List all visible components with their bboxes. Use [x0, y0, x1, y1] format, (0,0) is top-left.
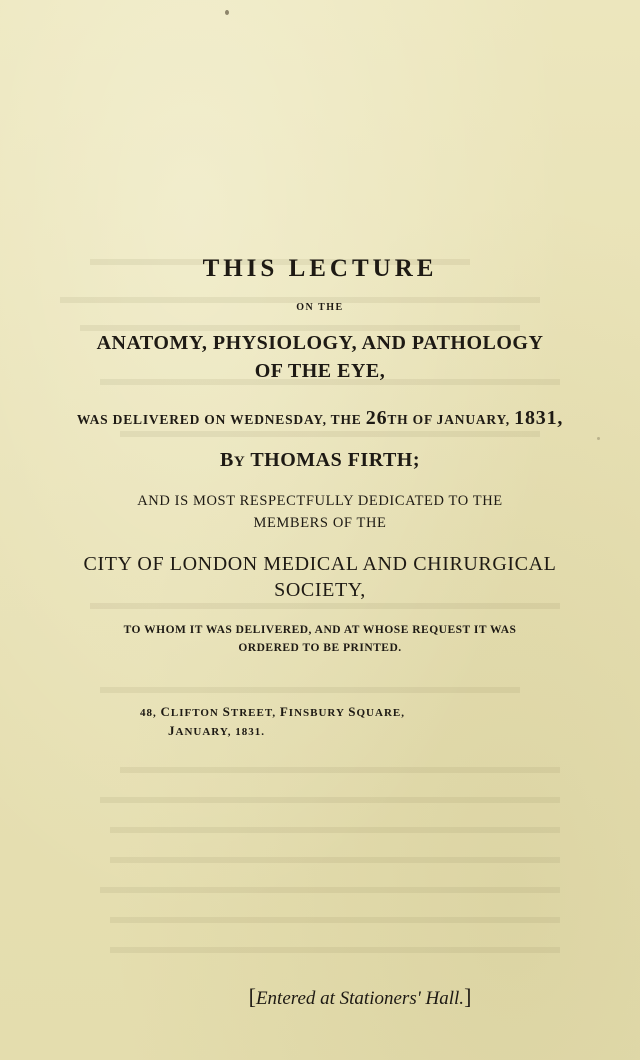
author-by-rest: Y [233, 454, 246, 470]
address-text: QUARE, [356, 707, 405, 719]
author-line [0, 449, 640, 472]
society-line-1: CITY OF LONDON MEDICAL AND CHIRURGICAL [83, 553, 557, 575]
date-line [168, 723, 265, 739]
date-text: ANUARY, 1831. [175, 726, 266, 738]
entered-note-text [249, 984, 472, 1010]
dedication-line-2: MEMBERS OF THE [253, 515, 387, 531]
delivery-day: 26 [365, 407, 388, 429]
date-cap: J [168, 723, 176, 738]
subject-line-1: ANATOMY, PHYSIOLOGY, AND PATHOLOGY [96, 332, 544, 354]
delivery-day-suffix: TH OF JANUARY, [387, 412, 515, 427]
address-cap: S [222, 704, 231, 719]
request-line-1: TO WHOM IT WAS DELIVERED, AND AT WHOSE REQUEST IT WAS [123, 624, 517, 636]
delivery-year: 1831, [514, 407, 564, 429]
address-number: 48, [140, 707, 161, 719]
author-name: THOMAS FIRTH; [250, 449, 421, 471]
ink-speck [597, 437, 600, 440]
subject-line-2: OF THE EYE, [254, 360, 386, 382]
on-the-label: ON THE [296, 302, 344, 313]
request-line-2: ORDERED TO BE PRINTED. [238, 642, 402, 654]
delivery-prefix: WAS DELIVERED ON WEDNESDAY, THE [76, 412, 366, 427]
author-by-initial: B [219, 449, 234, 471]
delivery-date-line [0, 407, 640, 430]
address-cap: C [160, 704, 171, 719]
ink-speck [225, 10, 229, 15]
dedication-line-1: AND IS MOST RESPECTFULLY DEDICATED TO THE [137, 493, 503, 509]
bracket-close: ] [464, 984, 472, 1009]
address-text: LIFTON [170, 707, 223, 719]
entered-text: Entered at Stationers' Hall. [255, 988, 465, 1009]
address-cap: S [348, 704, 357, 719]
address-text: TREET, [230, 707, 280, 719]
address-line [140, 704, 405, 720]
page-title: THIS LECTURE [202, 255, 438, 282]
address-text: INSBURY [288, 707, 349, 719]
society-line-2: SOCIETY, [274, 579, 366, 601]
address-cap: F [279, 704, 289, 719]
bracket-open: [ [248, 984, 256, 1009]
